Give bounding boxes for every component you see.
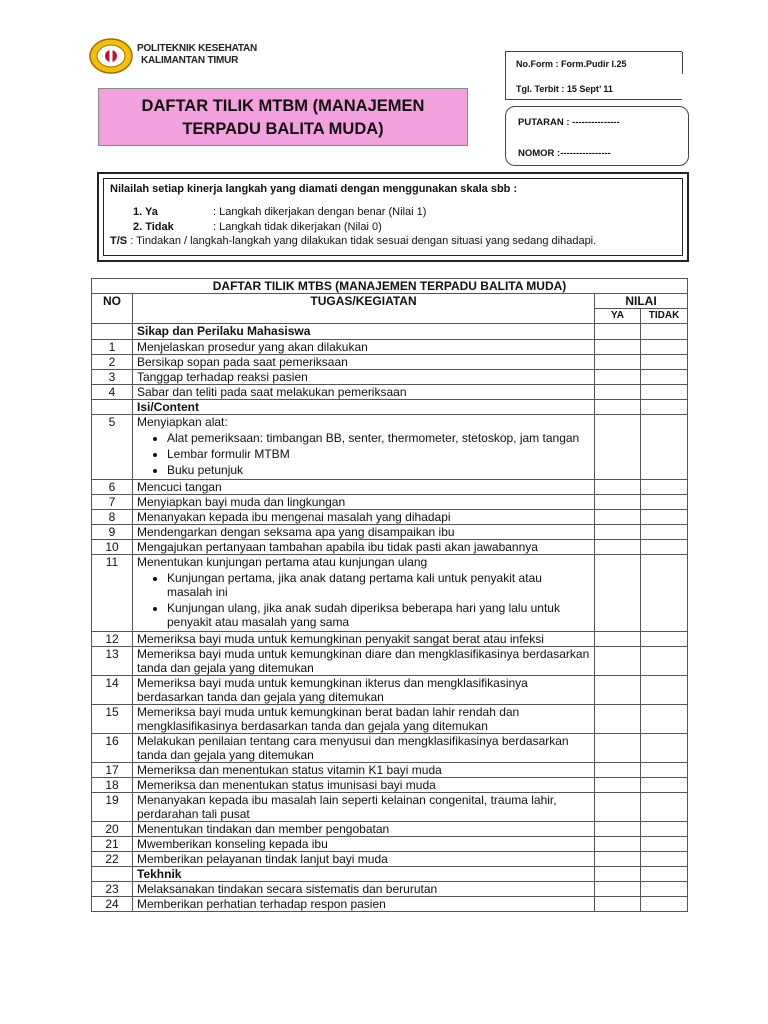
ya-cell[interactable] <box>595 480 641 495</box>
institution-name <box>137 43 257 67</box>
tidak-cell[interactable] <box>641 793 688 822</box>
row-number: 14 <box>92 676 133 705</box>
table-row <box>92 632 688 647</box>
putaran-box <box>505 106 689 166</box>
list-item: • Alat pemeriksaan: timbangan BB, senter, thermometer, stetoskop, jam tangan <box>167 431 590 445</box>
row-number: 20 <box>92 822 133 837</box>
putaran-field: PUTARAN : --------------- <box>518 117 620 128</box>
issue-date: Tgl. Terbit : 15 Sept’ 11 <box>516 84 613 94</box>
table-row <box>92 385 688 400</box>
row-number: 18 <box>92 778 133 793</box>
ya-cell[interactable] <box>595 340 641 355</box>
ya-cell[interactable] <box>595 778 641 793</box>
table-row <box>92 355 688 370</box>
ya-cell[interactable] <box>595 763 641 778</box>
row-number: 3 <box>92 370 133 385</box>
task-description: Menyiapkan bayi muda dan lingkungan <box>133 495 595 510</box>
section-row-sikap <box>92 324 688 340</box>
tidak-cell[interactable] <box>641 495 688 510</box>
ya-cell[interactable] <box>595 525 641 540</box>
column-header-tidak: TIDAK <box>641 309 688 324</box>
row-number: 5 <box>92 415 133 480</box>
tidak-cell[interactable] <box>641 510 688 525</box>
row-number: 1 <box>92 340 133 355</box>
ya-cell[interactable] <box>595 793 641 822</box>
column-header-ya: YA <box>595 309 641 324</box>
table-row <box>92 370 688 385</box>
task-description: Mwemberikan konseling kepada ibu <box>133 837 595 852</box>
list-item: • Kunjungan pertama, jika anak datang pertama kali untuk penyakit atau masalah ini <box>167 571 590 599</box>
tidak-cell[interactable] <box>641 525 688 540</box>
tidak-cell[interactable] <box>641 837 688 852</box>
tidak-cell[interactable] <box>641 370 688 385</box>
row-number: 9 <box>92 525 133 540</box>
row-number: 2 <box>92 355 133 370</box>
tidak-cell[interactable] <box>641 676 688 705</box>
ya-cell[interactable] <box>595 510 641 525</box>
tidak-cell[interactable] <box>641 882 688 897</box>
task-description: Mengajukan pertanyaan tambahan apabila ibu tidak pasti akan jawabannya <box>133 540 595 555</box>
tidak-cell[interactable] <box>641 555 688 632</box>
instructions-heading: Nilailah setiap kinerja langkah yang diamati dengan menggunakan skala sbb : <box>110 183 518 195</box>
row-number: 7 <box>92 495 133 510</box>
table-row <box>92 778 688 793</box>
nomor-field: NOMOR :---------------- <box>518 148 611 159</box>
row-number: 13 <box>92 647 133 676</box>
ya-cell[interactable] <box>595 705 641 734</box>
tidak-cell[interactable] <box>641 385 688 400</box>
table-row <box>92 540 688 555</box>
column-header-nilai: NILAI <box>595 294 688 309</box>
table-row <box>92 763 688 778</box>
table-row <box>92 495 688 510</box>
document-title-box <box>98 88 468 146</box>
row-number: 22 <box>92 852 133 867</box>
section-row-teknik <box>92 867 688 882</box>
list-item: • Buku petunjuk <box>167 463 590 477</box>
ya-cell[interactable] <box>595 676 641 705</box>
ya-cell[interactable] <box>595 370 641 385</box>
section-label: Sikap dan Perilaku Mahasiswa <box>133 324 595 340</box>
task-description: Menyiapkan alat: • Alat pemeriksaan: timbangan BB, senter, thermometer, stetoskop, jam tangan • Lembar formulir MTBM • Buku petunjuk <box>133 415 595 480</box>
tidak-cell[interactable] <box>641 822 688 837</box>
tidak-cell[interactable] <box>641 355 688 370</box>
row-number: 4 <box>92 385 133 400</box>
task-description: Mencuci tangan <box>133 480 595 495</box>
scale-ya: 1. Ya : Langkah dikerjakan dengan benar (Nilai 1) <box>133 206 427 218</box>
row-number: 10 <box>92 540 133 555</box>
task-description: Sabar dan teliti pada saat melakukan pemeriksaan <box>133 385 595 400</box>
task-description: Menentukan tindakan dan member pengobatan <box>133 822 595 837</box>
ya-cell[interactable] <box>595 555 641 632</box>
task-description: Memeriksa dan menentukan status imunisasi bayi muda <box>133 778 595 793</box>
ya-cell[interactable] <box>595 385 641 400</box>
document-title-line1: DAFTAR TILIK MTBM (MANAJEMEN <box>141 97 425 115</box>
task-description: Menjelaskan prosedur yang akan dilakukan <box>133 340 595 355</box>
row-number: 12 <box>92 632 133 647</box>
table-row <box>92 734 688 763</box>
table-row <box>92 882 688 897</box>
task-description: Tanggap terhadap reaksi pasien <box>133 370 595 385</box>
table-row <box>92 510 688 525</box>
ya-cell[interactable] <box>595 897 641 912</box>
row-number: 21 <box>92 837 133 852</box>
tidak-cell[interactable] <box>641 415 688 480</box>
equipment-list <box>137 431 590 477</box>
row-number: 19 <box>92 793 133 822</box>
institution-logo <box>88 37 134 75</box>
table-row <box>92 415 688 480</box>
task-description: Menanyakan kepada ibu masalah lain seperti kelainan congenital, trauma lahir, perdarahan tali pusat <box>133 793 595 822</box>
list-item: • Kunjungan ulang, jika anak sudah diperiksa beberapa hari yang lalu untuk penyakit atau masalah yang sama <box>167 601 590 629</box>
form-info-box <box>505 51 682 100</box>
task-description: Mendengarkan dengan seksama apa yang disampaikan ibu <box>133 525 595 540</box>
table-row <box>92 676 688 705</box>
task-description: Memberikan perhatian terhadap respon pasien <box>133 897 595 912</box>
table-row <box>92 555 688 632</box>
instructions-box <box>97 172 689 262</box>
form-number: No.Form : Form.Pudir I.25 <box>516 59 627 69</box>
ya-cell[interactable] <box>595 734 641 763</box>
table-row <box>92 647 688 676</box>
table-row <box>92 837 688 852</box>
table-row <box>92 793 688 822</box>
tidak-cell[interactable] <box>641 340 688 355</box>
ya-cell[interactable] <box>595 882 641 897</box>
visit-type-list <box>137 571 590 629</box>
institution-name-line1: POLITEKNIK KESEHATAN <box>137 43 258 54</box>
task-description: Melaksanakan tindakan secara sistematis dan berurutan <box>133 882 595 897</box>
ya-cell[interactable] <box>595 632 641 647</box>
task-description: Memeriksa dan menentukan status vitamin K1 bayi muda <box>133 763 595 778</box>
institution-name-line2: KALIMANTAN TIMUR <box>141 55 239 66</box>
task-description: Memeriksa bayi muda untuk kemungkinan diare dan mengklasifikasinya berdasarkan tanda dan gejala yang ditemukan <box>133 647 595 676</box>
row-number: 24 <box>92 897 133 912</box>
document-title-line2: TERPADU BALITA MUDA) <box>182 120 384 138</box>
task-description: Bersikap sopan pada saat pemeriksaan <box>133 355 595 370</box>
ya-cell[interactable] <box>595 647 641 676</box>
task-description: Menentukan kunjungan pertama atau kunjungan ulang • Kunjungan pertama, jika anak datang pertama kali untuk penyakit atau masalah ini • Kunjungan ulang, jika anak sudah diperiksa beberapa hari yang lalu untuk penyakit atau masalah yang sama <box>133 555 595 632</box>
table-row <box>92 480 688 495</box>
ya-cell[interactable] <box>595 540 641 555</box>
scale-tidak: 2. Tidak : Langkah tidak dikerjakan (Nilai 0) <box>133 221 382 233</box>
tidak-cell[interactable] <box>641 540 688 555</box>
task-description: Memeriksa bayi muda untuk kemungkinan berat badan lahir rendah dan mengklasifikasinya berdasarkan tanda dan gejala yang ditemukan <box>133 705 595 734</box>
tidak-cell[interactable] <box>641 734 688 763</box>
task-description: Menanyakan kepada ibu mengenai masalah yang dihadapi <box>133 510 595 525</box>
ya-cell[interactable] <box>595 822 641 837</box>
task-description: Melakukan penilaian tentang cara menyusui dan mengklasifikasinya berdasarkan tanda dan gejala yang ditemukan <box>133 734 595 763</box>
ya-cell[interactable] <box>595 495 641 510</box>
table-row <box>92 852 688 867</box>
row-number: 11 <box>92 555 133 632</box>
section-label: Tekhnik <box>133 867 595 882</box>
scale-ts: T/S : Tindakan / langkah-langkah yang dilakukan tidak sesuai dengan situasi yang sedang dihadapi. <box>110 235 597 247</box>
table-row <box>92 340 688 355</box>
tidak-cell[interactable] <box>641 778 688 793</box>
tidak-cell[interactable] <box>641 480 688 495</box>
task-description: Memeriksa bayi muda untuk kemungkinan ikterus dan mengklasifikasinya berdasarkan tanda dan gejala yang ditemukan <box>133 676 595 705</box>
tidak-cell[interactable] <box>641 897 688 912</box>
tidak-cell[interactable] <box>641 632 688 647</box>
tidak-cell[interactable] <box>641 852 688 867</box>
tidak-cell[interactable] <box>641 647 688 676</box>
column-header-task: TUGAS/KEGIATAN <box>133 294 595 324</box>
table-row <box>92 897 688 912</box>
list-item: • Lembar formulir MTBM <box>167 447 590 461</box>
ya-cell[interactable] <box>595 355 641 370</box>
table-title: DAFTAR TILIK MTBS (MANAJEMEN TERPADU BALITA MUDA) <box>92 279 688 294</box>
table-row <box>92 525 688 540</box>
ya-cell[interactable] <box>595 852 641 867</box>
checklist-table <box>91 278 687 912</box>
row-number: 23 <box>92 882 133 897</box>
task-description: Memberikan pelayanan tindak lanjut bayi muda <box>133 852 595 867</box>
table-row <box>92 822 688 837</box>
table-row <box>92 705 688 734</box>
row-number: 6 <box>92 480 133 495</box>
section-label: Isi/Content <box>133 400 595 415</box>
task-description: Memeriksa bayi muda untuk kemungkinan penyakit sangat berat atau infeksi <box>133 632 595 647</box>
section-row-isi <box>92 400 688 415</box>
tidak-cell[interactable] <box>641 763 688 778</box>
row-number: 16 <box>92 734 133 763</box>
row-number: 17 <box>92 763 133 778</box>
ya-cell[interactable] <box>595 837 641 852</box>
ya-cell[interactable] <box>595 415 641 480</box>
row-number: 15 <box>92 705 133 734</box>
tidak-cell[interactable] <box>641 705 688 734</box>
column-header-no: NO <box>92 294 133 324</box>
row-number: 8 <box>92 510 133 525</box>
